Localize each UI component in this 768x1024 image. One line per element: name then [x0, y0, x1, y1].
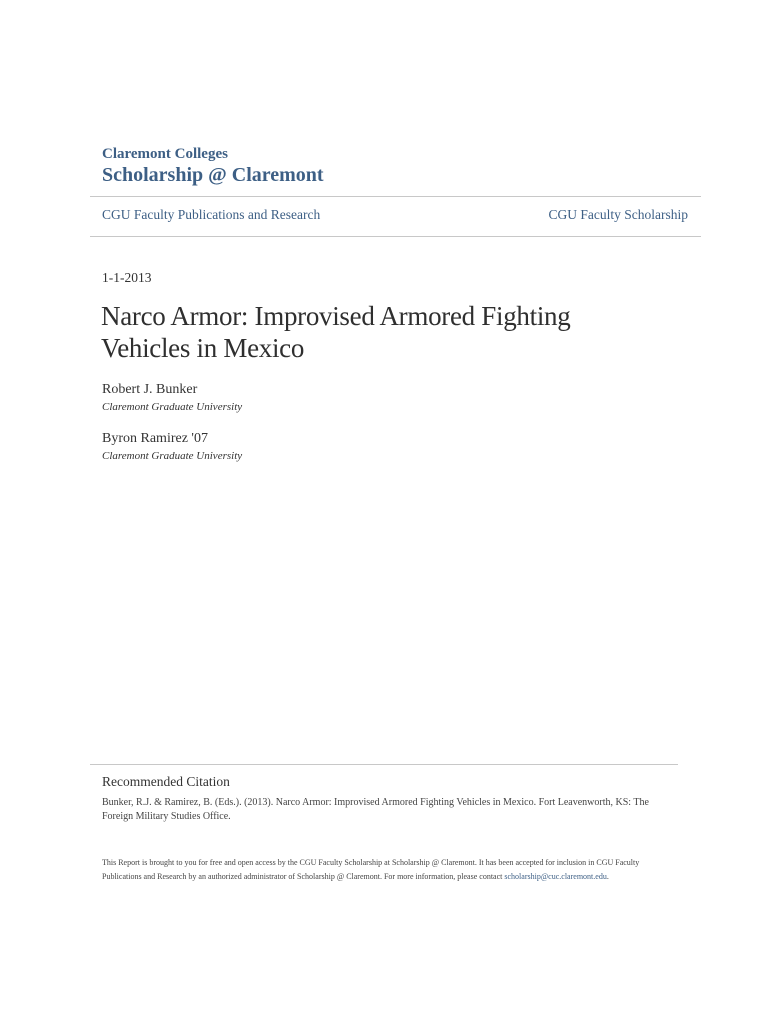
citation-heading: Recommended Citation: [102, 774, 230, 789]
access-notice-end: .: [606, 872, 609, 881]
contact-email-link[interactable]: scholarship@cuc.claremont.edu: [504, 872, 607, 881]
citation-divider: [90, 764, 678, 765]
repository-name[interactable]: Scholarship @ Claremont: [102, 164, 324, 186]
author-entry: [102, 430, 242, 464]
repository-header: [102, 145, 324, 187]
header-divider-top: [90, 196, 701, 197]
publication-date: 1-1-2013: [102, 270, 152, 285]
author-name: Byron Ramirez '07: [102, 431, 208, 446]
citation-text: Bunker, R.J. & Ramirez, B. (Eds.). (2013). Narco Armor: Improvised Armored Fighting Vehicles in Mexico. Fort Leavenworth, KS: The Foreign Military Studies Office.: [102, 797, 649, 822]
collection-link-scholarship[interactable]: CGU Faculty Scholarship: [548, 207, 688, 222]
header-divider-bottom: [90, 236, 701, 237]
collection-link-publications[interactable]: CGU Faculty Publications and Research: [102, 207, 321, 222]
document-title: Narco Armor: Improvised Armored Fighting Vehicles in Mexico: [101, 301, 571, 363]
access-notice: [102, 856, 672, 884]
author-institution: Claremont Graduate University: [102, 401, 243, 413]
repository-top-line[interactable]: Claremont Colleges: [102, 146, 228, 162]
author-name: Robert J. Bunker: [102, 382, 198, 397]
author-entry: [102, 381, 242, 415]
access-notice-text: This Report is brought to you for free and open access by the CGU Faculty Scholarship at Scholarship @ Claremont. It has been accepted for inclusion in CGU Faculty Publications and Research by an authorized administrator of Scholarship @ Claremont. For more information, please contact: [102, 858, 640, 881]
author-institution: Claremont Graduate University: [102, 450, 243, 462]
